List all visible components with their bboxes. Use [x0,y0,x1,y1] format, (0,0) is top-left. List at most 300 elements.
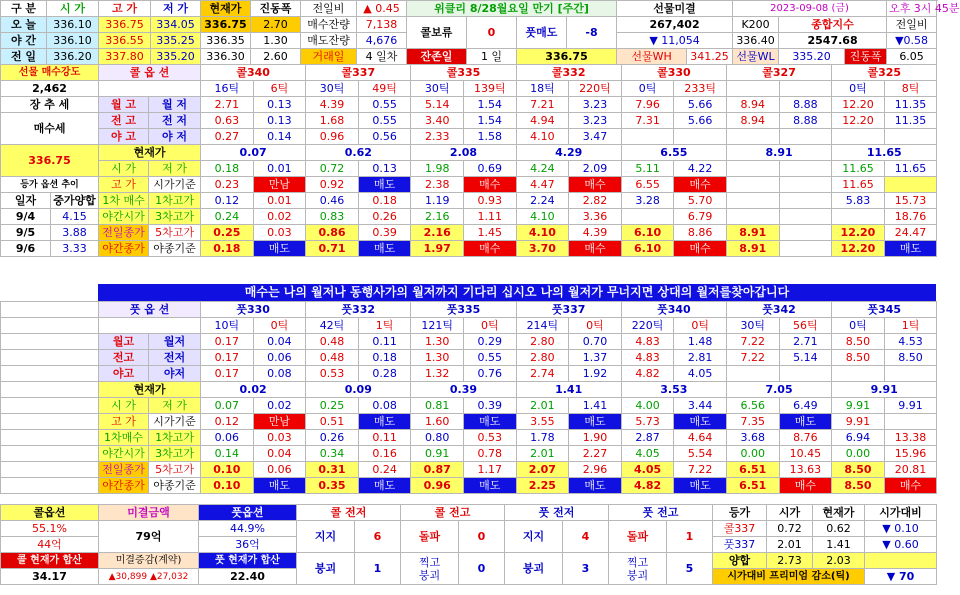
call-sum: 34.17 [1,569,99,585]
put-open-low-b: 3.44 [674,398,727,414]
put-strike-header[interactable]: 풋335 [411,302,516,318]
call-strike-header[interactable]: 콜330 [621,65,726,81]
tick-down: 1틱 [358,318,411,334]
call-open-low-a: 4.24 [516,161,569,177]
put-strike-header[interactable]: 풋342 [726,302,831,318]
premium-value: ▼ 70 [865,569,937,585]
call-row-label-hi: 전 고 [99,113,149,129]
put-prev-close: 0.87 [411,462,464,478]
put-sell-label: 풋매도 [517,17,567,49]
call-hi-value: 8.94 [726,97,779,113]
put-night-open-b: 5.54 [674,446,727,462]
put-strike-header[interactable]: 풋330 [201,302,306,318]
call-first-buy-a: 0.12 [201,193,254,209]
call-5th-high: 1.45 [464,225,517,241]
call-lo-value: 5.66 [674,113,727,129]
today-open: 336.10 [47,17,99,33]
call-hi-value: 7.21 [516,97,569,113]
time-label: 오후 3시 45분 [887,1,937,17]
put-first-buy-b: 0.53 [463,430,516,446]
prev-current: 336.30 [201,49,251,65]
put-strike-header[interactable]: 풋332 [306,302,411,318]
prev-high: 337.80 [99,49,151,65]
call-night-open-a: 2.16 [411,209,464,225]
put-hi-value: 8.50 [832,334,885,350]
put-row-label-lo: 야저 [149,366,201,382]
put-row-label-lo: 전저 [149,350,201,366]
blank [1,462,99,478]
call-night-signal: 매도 [358,241,411,257]
call-lo-value: 0.13 [253,113,306,129]
call-first-buy-a: 1.19 [411,193,464,209]
put-row-label-hi: 전고 [99,350,149,366]
unfilled-chg: ▲30,899 ▲27,032 [99,569,199,585]
call-high-collapse: 0 [459,553,505,585]
put-hi-value: 1.30 [411,350,464,366]
put-current-price: 7.05 [726,382,831,398]
call-lo-value [884,129,937,145]
put-open-low-label-a: 시 가 [99,398,149,414]
put-prev-close: 2.07 [516,462,569,478]
today-low: 334.05 [151,17,201,33]
put-prev-close: 4.05 [621,462,674,478]
tick-up: 10틱 [201,318,254,334]
put-strike-header[interactable]: 풋337 [516,302,621,318]
call-basis-signal [884,177,937,193]
call-night-close: 3.70 [516,241,569,257]
oi-change: ▼ 11,054 [617,33,733,49]
ref-hdr: 시가 [767,505,813,521]
call-open-low-b: 0.69 [464,161,517,177]
blank [1,478,99,494]
put-prev-close-label: 전일종가 [99,462,149,478]
put-lo-value: 0.08 [253,366,306,382]
call-open-low-b: 0.01 [253,161,306,177]
kospi-diff: ▼0.58 [887,33,937,49]
put-night-open-a: 0.91 [411,446,464,462]
put-row-label-lo: 월저 [149,334,201,350]
summary-table [0,0,960,65]
tick-down: 0틱 [569,318,622,334]
banner: 매수는 나의 월저나 동행사가의 월저까지 기다리 십시오 나의 월저가 무너지면 상대의 월저를찾아갑니다 [98,284,936,301]
call-night-signal: 매수 [464,241,517,257]
remain-day: 1 일 [467,49,517,65]
call-hi-value [726,129,779,145]
call-strike-header[interactable]: 콜340 [201,65,306,81]
call-night-close: 0.71 [306,241,359,257]
call-hold-label: 콜보류 [407,17,467,49]
strength-value: 2,462 [1,81,99,97]
call-5th-high: 0.03 [253,225,306,241]
premium-label: 시가대비 프리미엄 감소(틱) [713,569,865,585]
put-first-buy-b: 8.76 [779,430,832,446]
put-night-open-label-b: 3차고가 [149,446,201,462]
call-prev-close: 6.10 [621,225,674,241]
call-high-value [726,177,779,193]
put-low-collapse: 3 [563,553,609,585]
put-sell-value: -8 [567,17,617,49]
prev-low: 335.20 [151,49,201,65]
call-lo-value: 1.54 [464,97,517,113]
put-night-open-b: 0.04 [253,446,306,462]
yang-cur: 2.03 [813,553,865,569]
call-first-buy-a: 0.46 [306,193,359,209]
put-high-break: 1 [667,521,713,553]
put-hi-value [832,366,885,382]
call-open-low-a [726,161,779,177]
trend-label: 장 추 세 [1,97,99,113]
call-high-header: 콜 전고 [401,505,505,521]
put-hi-value: 0.53 [306,366,359,382]
ref-put-diff: ▼ 0.60 [865,537,937,553]
yang-label: 양합 [713,553,767,569]
call-night-open-b: 0.02 [253,209,306,225]
put-lo-value: 0.11 [358,334,411,350]
call-5th-high: 4.39 [569,225,622,241]
call-open-low-a: 11.65 [832,161,885,177]
bid-qty-label: 매수잔량 [301,17,357,33]
put-hi-value: 1.30 [411,334,464,350]
put-night-open-a: 0.00 [832,446,885,462]
put-night-open-b: 0.16 [358,446,411,462]
prev-range: 2.60 [251,49,301,65]
put-night-open-a: 4.05 [621,446,674,462]
range-value: 6.05 [887,49,937,65]
put-sum-label: 풋 현재가 합산 [199,553,297,569]
call-lo-value: 0.13 [253,97,306,113]
trend-value: 매수세 [1,113,99,145]
call-hi-value: 4.94 [516,113,569,129]
put-basis-signal: 만남 [253,414,306,430]
put-current-price: 1.41 [516,382,621,398]
put-lo-value: 4.53 [884,334,937,350]
tick-down: 49틱 [358,81,411,97]
call-hi-value: 7.31 [621,113,674,129]
put-night-close: 8.50 [832,478,885,494]
put-night-open-b: 15.96 [884,446,937,462]
put-night-signal: 매도 [463,478,516,494]
call-current-label: 현재가 [99,145,201,161]
put-high-label: 고 가 [99,414,149,430]
header-current: 현재가 [201,1,251,17]
call-row-label-lo: 야 저 [149,129,201,145]
put-strike-header[interactable]: 풋345 [832,302,937,318]
range-label: 진동폭 [845,49,887,65]
tick-down: 56틱 [779,318,832,334]
call-hi-value: 0.63 [201,113,254,129]
call-strike-header[interactable]: 콜335 [411,65,516,81]
call-high-value: 6.55 [621,177,674,193]
call-amt: 44억 [1,537,99,553]
call-hi-value: 1.68 [306,113,359,129]
put-lo-value: 4.05 [674,366,727,382]
put-current-price: 0.09 [306,382,411,398]
call-5th-high-label: 5차고가 [149,225,201,241]
put-open-low-a: 4.00 [621,398,674,414]
header-prev-diff: 전일비 [301,1,357,17]
put-current-price: 0.02 [201,382,306,398]
put-night-open-a: 0.14 [201,446,254,462]
call-night-open-a [832,209,885,225]
call-prev-close: 8.91 [726,225,779,241]
blank [1,430,99,446]
call-strike-header[interactable]: 콜337 [306,65,411,81]
call-row-label-lo: 전 저 [149,113,201,129]
call-low-support: 6 [355,521,401,553]
put-night-open-a: 2.01 [516,446,569,462]
put-lo-value: 1.37 [569,350,622,366]
ref-call-open: 0.72 [767,521,813,537]
put-high-value: 0.12 [201,414,254,430]
put-lo-value: 0.70 [569,334,622,350]
yang-open: 2.73 [767,553,813,569]
call-first-buy-b: 0.93 [464,193,517,209]
put-strike-header[interactable]: 풋340 [621,302,726,318]
call-high-value: 0.23 [201,177,254,193]
call-lo-value: 0.56 [358,129,411,145]
call-current-price: 4.29 [516,145,621,161]
put-high-header: 풋 전고 [609,505,713,521]
call-hi-value [832,129,885,145]
blank [99,81,201,97]
blank [1,366,99,382]
futures-price-big: 336.75 [517,49,617,65]
ref-hdr: 현재가 [813,505,865,521]
futures-price: 336.75 [1,145,99,177]
call-prev-close: 0.86 [306,225,359,241]
ref-hdr: 시가대비 [865,505,937,521]
call-strike-header[interactable]: 콜327 [726,65,831,81]
call-strike-header[interactable]: 콜332 [516,65,621,81]
put-lo-value: 0.28 [358,366,411,382]
k200-value: 336.40 [733,33,779,49]
put-first-buy-a: 3.68 [726,430,779,446]
call-hi-value: 8.94 [726,113,779,129]
put-first-buy-label-b: 1차고가 [149,430,201,446]
call-night-open-b: 1.11 [464,209,517,225]
put-pct: 44.9% [199,521,297,537]
call-open-low-a: 5.11 [621,161,674,177]
call-open-low-a: 0.72 [306,161,359,177]
put-high-value: 9.91 [832,414,885,430]
call-first-buy-label-a: 1차 매수 [99,193,149,209]
call-lo-value: 3.47 [569,129,622,145]
call-open-low-b: 2.09 [569,161,622,177]
put-5th-high: 1.17 [463,462,516,478]
ref-hdr: 등가 [713,505,767,521]
put-basis-signal: 매도 [463,414,516,430]
put-night-close-label: 야간종가 [99,478,149,494]
put-row-label-hi: 월고 [99,334,149,350]
put-lo-value: 0.04 [253,334,306,350]
ref-call-diff: ▼ 0.10 [865,521,937,537]
bottom-summary [0,504,937,585]
put-open-low-a: 6.56 [726,398,779,414]
tick-up: 0틱 [621,81,674,97]
put-hi-value: 7.22 [726,350,779,366]
put-open-low-b: 9.91 [884,398,937,414]
put-open-low-b: 0.02 [253,398,306,414]
call-open-low-a: 0.18 [201,161,254,177]
put-basis-signal: 매도 [358,414,411,430]
call-5th-high: 0.39 [358,225,411,241]
put-basis-signal: 매도 [779,414,832,430]
call-open-low-b: 11.65 [884,161,937,177]
put-night-signal: 매수 [779,478,832,494]
put-open-low-b: 1.41 [569,398,622,414]
call-first-buy-label-b: 1차고가 [149,193,201,209]
ref-call: 콜337 [713,521,767,537]
put-lo-value [884,366,937,382]
call-first-buy-a [726,193,779,209]
put-lo-value: 0.29 [463,334,516,350]
put-5th-high: 0.06 [253,462,306,478]
strength-label: 선물 매수강도 [1,65,99,81]
tick-up: 30틱 [411,81,464,97]
call-night-signal: 매도 [253,241,306,257]
put-prev-close: 0.10 [201,462,254,478]
call-lo-value: 8.88 [779,97,832,113]
hist-date: 9/6 [1,241,51,257]
call-lo-value: 0.14 [253,129,306,145]
prev-open: 336.20 [47,49,99,65]
put-5th-high-label: 5차고가 [149,462,201,478]
call-night-close: 1.97 [411,241,464,257]
tick-up: 121틱 [411,318,464,334]
put-sum: 22.40 [199,569,297,585]
put-night-open-label-a: 야간시가 [99,446,149,462]
night-range: 1.30 [251,33,301,49]
put-current-label: 현재가 [99,382,201,398]
call-current-price: 0.07 [201,145,306,161]
put-high-collapse: 5 [667,553,713,585]
call-lo-value: 11.35 [884,97,937,113]
call-hi-value: 0.27 [201,129,254,145]
call-prev-close: 2.16 [411,225,464,241]
blank [1,350,99,366]
call-first-buy-b: 5.70 [674,193,727,209]
put-night-close: 0.35 [306,478,359,494]
call-first-buy-a: 5.83 [832,193,885,209]
put-night-close: 0.10 [201,478,254,494]
call-night-open-a: 0.83 [306,209,359,225]
put-night-open-b: 0.78 [463,446,516,462]
put-hi-value: 1.32 [411,366,464,382]
call-lo-value [674,129,727,145]
call-basis-signal: 매수 [569,177,622,193]
call-basis-signal: 만남 [253,177,306,193]
tick-down: 233틱 [674,81,727,97]
call-first-buy-b: 0.01 [253,193,306,209]
call-high-break-label: 돌파 [401,521,459,553]
row-prev: 전 일 [1,49,47,65]
call-low-support-label: 지지 [297,521,355,553]
put-night-basis-label: 야종기준 [149,478,201,494]
night-current: 336.35 [201,33,251,49]
call-lo-value [779,129,832,145]
put-prev-close: 8.50 [832,462,885,478]
call-hi-value: 12.20 [832,97,885,113]
put-5th-high: 2.96 [569,462,622,478]
call-open-low-b: 4.22 [674,161,727,177]
call-high-label: 고 가 [99,177,149,193]
call-night-close: 8.91 [726,241,779,257]
put-open-low-b: 0.08 [358,398,411,414]
tick-down: 0틱 [674,318,727,334]
ask-qty-label: 매도잔량 [301,33,357,49]
hist-value: 3.88 [51,225,99,241]
put-night-signal: 매도 [253,478,306,494]
call-option-table [0,64,937,257]
put-lo-value: 0.18 [358,350,411,366]
today-high: 336.75 [99,17,151,33]
wl-label: 선물WL [733,49,779,65]
put-high-value: 0.51 [306,414,359,430]
put-prev-close: 0.31 [306,462,359,478]
put-open-low-b: 6.49 [779,398,832,414]
put-basis-signal: 매도 [569,414,622,430]
put-title: 풋 옵 션 [99,302,201,318]
call-low-collapse: 1 [355,553,401,585]
put-open-low-a: 9.91 [832,398,885,414]
call-high-value: 2.38 [411,177,464,193]
put-first-buy-b: 13.38 [884,430,937,446]
call-hi-value: 2.71 [201,97,254,113]
call-strike-header[interactable]: 콜325 [832,65,937,81]
call-night-open-a [726,209,779,225]
put-high-value: 5.73 [621,414,674,430]
call-high-value: 4.47 [516,177,569,193]
call-first-buy-a: 2.24 [516,193,569,209]
put-hi-value: 7.22 [726,334,779,350]
night-high: 336.55 [99,33,151,49]
call-lo-value: 3.23 [569,113,622,129]
put-high-collapse-label: 찍고 붕괴 [609,553,667,585]
put-current-price: 0.39 [411,382,516,398]
put-5th-high: 13.63 [779,462,832,478]
tick-up [726,81,779,97]
call-open-low-a: 1.98 [411,161,464,177]
hist-date: 9/4 [1,209,51,225]
trade-day: 4 일차 [357,49,407,65]
put-open-low-b: 0.39 [463,398,516,414]
tick-up: 30틱 [306,81,359,97]
kospi-diff-label: 전일비 [887,17,937,33]
weekly-expiry-label: 위클리 8/28월요일 만기 [주간] [407,1,617,17]
call-basis-signal: 매도 [358,177,411,193]
tick-up: 0틱 [832,318,885,334]
call-night-signal: 매도 [884,241,937,257]
put-hi-value: 0.48 [306,350,359,366]
put-night-open-a: 0.00 [726,446,779,462]
call-night-signal: 매수 [674,241,727,257]
put-hi-value: 0.17 [201,366,254,382]
tick-down: 6틱 [253,81,306,97]
call-sum-label: 콜 현재가 합산 [1,553,99,569]
call-high-value: 0.92 [306,177,359,193]
call-lo-value: 0.55 [358,97,411,113]
put-hi-value: 4.83 [621,350,674,366]
put-hi-value: 0.17 [201,350,254,366]
tick-up: 18틱 [516,81,569,97]
row-night: 야 간 [1,33,47,49]
call-opt-label: 콜옵션 [1,505,99,521]
put-first-buy-a: 0.26 [306,430,359,446]
put-first-buy-a: 1.78 [516,430,569,446]
put-open-low-a: 0.81 [411,398,464,414]
put-current-price: 9.91 [832,382,937,398]
call-night-open-b [779,209,832,225]
